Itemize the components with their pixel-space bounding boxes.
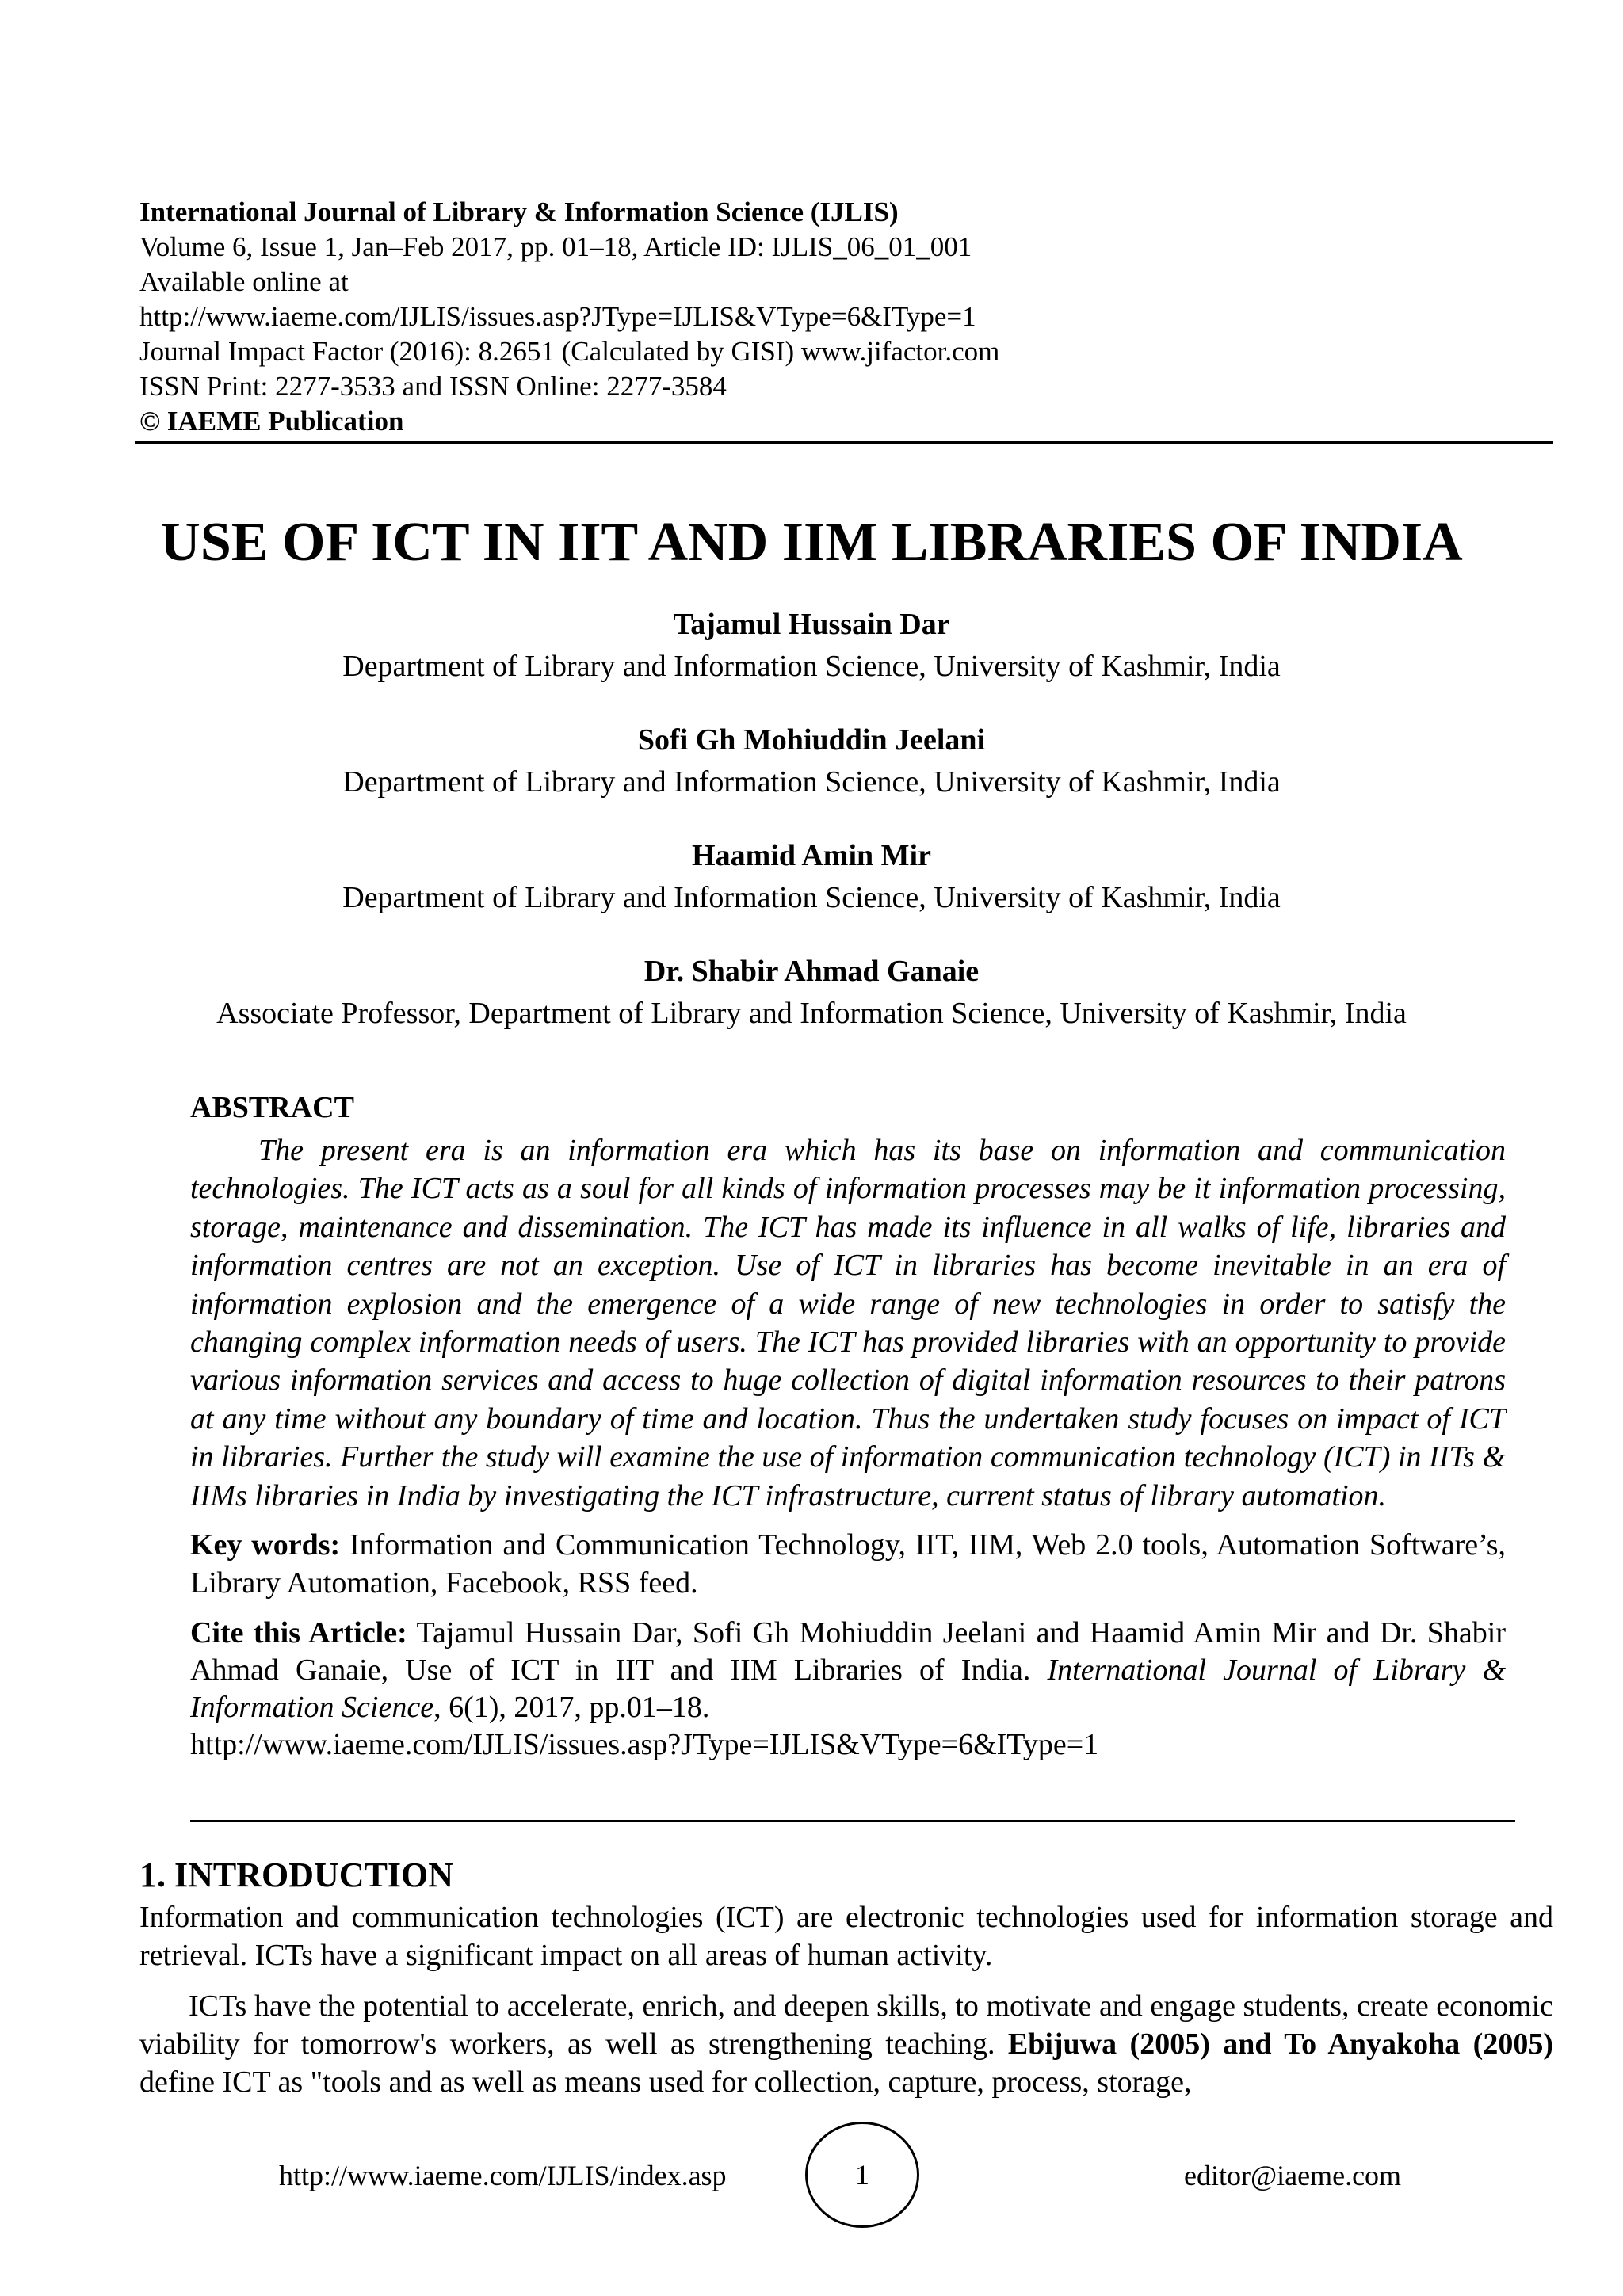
author-block <box>0 719 1623 835</box>
author-affiliation: Associate Professor, Department of Library and Information Science, University of Kashmir, India <box>216 997 1407 1030</box>
author-name: Haamid Amin Mir <box>692 839 931 872</box>
impact-factor: Journal Impact Factor (2016): 8.2651 (Calculated by GISI) www.jifactor.com <box>139 336 1000 367</box>
citation-authors: Tajamul Hussain Dar, Sofi Gh Mohiuddin Jeelani and Haamid Amin Mir and Dr. Shabir Ahmad Ganaie, Use of ICT in IIT and IIM Libraries of India. <box>190 1616 1506 1688</box>
journal-header <box>139 195 1550 439</box>
author-block <box>0 835 1623 951</box>
issue-url[interactable]: http://www.iaeme.com/IJLIS/issues.asp?JType=IJLIS&VType=6&IType=1 <box>139 301 976 332</box>
intro-p2-end: define ICT as "tools and as well as means used for collection, capture, process, storage, <box>139 2065 1192 2099</box>
available-online: Available online at <box>139 266 349 297</box>
author-affiliation: Department of Library and Information Science, University of Kashmir, India <box>342 881 1281 914</box>
intro-p2-start: ICTs have the potential to accelerate, enrich, and deepen skills, to motivate and engage students, create economic viability for tomorrow's workers, as well as strengthening teaching. <box>139 1989 1553 2061</box>
footer-email[interactable]: editor@iaeme.com <box>1184 2160 1402 2191</box>
citation-journal: International Journal of Library & Information Science <box>190 1653 1507 1725</box>
author-block <box>0 951 1623 1066</box>
author-affiliation: Department of Library and Information Science, University of Kashmir, India <box>342 650 1281 683</box>
page-number-text: 1 <box>855 2159 869 2191</box>
abstract-text: The present era is an information era which has its base on information and communication technologies. The ICT acts as a soul for all kinds of information processes may be it information processing, storage, maintenance and dissemination. The ICT has made its influence in all walks of life, libraries and information centres are not an exception. Use of ICT in libraries has become inevitable in an era of information explosion and the emergence of a wide range of new technologies in order to satisfy the changing complex information needs of users. The ICT has provided libraries with an opportunity to provide various information services and access to huge collection of digital information resources to their patrons at any time without any boundary of time and location. Thus the undertaken study focuses on impact of ICT in libraries. Further the study will examine the use of information communication technology (ICT) in IITs & IIMs libraries in India by investigating the ICT infrastructure, current status of library automation. <box>190 1134 1506 1512</box>
citation-label: Cite this Article: <box>190 1616 407 1650</box>
citation-details: , 6(1), 2017, pp.01–18. <box>433 1691 710 1725</box>
introduction-section <box>139 1852 1553 2101</box>
intro-reference: Ebijuwa (2005) and To Anyakoha (2005) <box>1007 2027 1553 2061</box>
footer-url[interactable]: http://www.iaeme.com/IJLIS/index.asp <box>279 2160 727 2191</box>
header-divider <box>135 441 1553 444</box>
page-number <box>805 2122 919 2228</box>
citation-divider <box>190 1820 1515 1822</box>
paper-title: USE OF ICT IN IIT AND IIM LIBRARIES OF INDIA <box>160 512 1463 573</box>
keywords <box>190 1526 1506 1602</box>
abstract-section <box>190 1087 1506 1764</box>
author-name: Tajamul Hussain Dar <box>673 608 950 641</box>
volume-line: Volume 6, Issue 1, Jan–Feb 2017, pp. 01–18, Article ID: IJLIS_06_01_001 <box>139 231 972 262</box>
journal-name: International Journal of Library & Information Science (IJLIS) <box>139 196 899 227</box>
authors-list <box>0 604 1623 1066</box>
author-block <box>0 604 1623 719</box>
keywords-label: Key words: <box>190 1528 341 1562</box>
keywords-text: Information and Communication Technology, IIT, IIM, Web 2.0 tools, Automation Software’s, Library Automation, Facebook, RSS feed. <box>190 1528 1506 1600</box>
issn-line: ISSN Print: 2277-3533 and ISSN Online: 2277-3584 <box>139 371 727 402</box>
author-name: Dr. Shabir Ahmad Ganaie <box>643 955 980 988</box>
citation-url[interactable]: http://www.iaeme.com/IJLIS/issues.asp?JType=IJLIS&VType=6&IType=1 <box>190 1728 1099 1762</box>
introduction-heading: 1. INTRODUCTION <box>139 1855 454 1894</box>
author-name: Sofi Gh Mohiuddin Jeelani <box>637 723 986 757</box>
intro-paragraph: Information and communication technologies (ICT) are electronic technologies used for information storage and retrieval. ICTs have a significant impact on all areas of human activity. <box>139 1901 1553 1972</box>
citation <box>190 1615 1506 1764</box>
publisher-line: © IAEME Publication <box>139 406 404 437</box>
author-affiliation: Department of Library and Information Science, University of Kashmir, India <box>342 765 1281 799</box>
abstract-heading: ABSTRACT <box>190 1091 354 1124</box>
intro-paragraph <box>139 1987 1553 2101</box>
